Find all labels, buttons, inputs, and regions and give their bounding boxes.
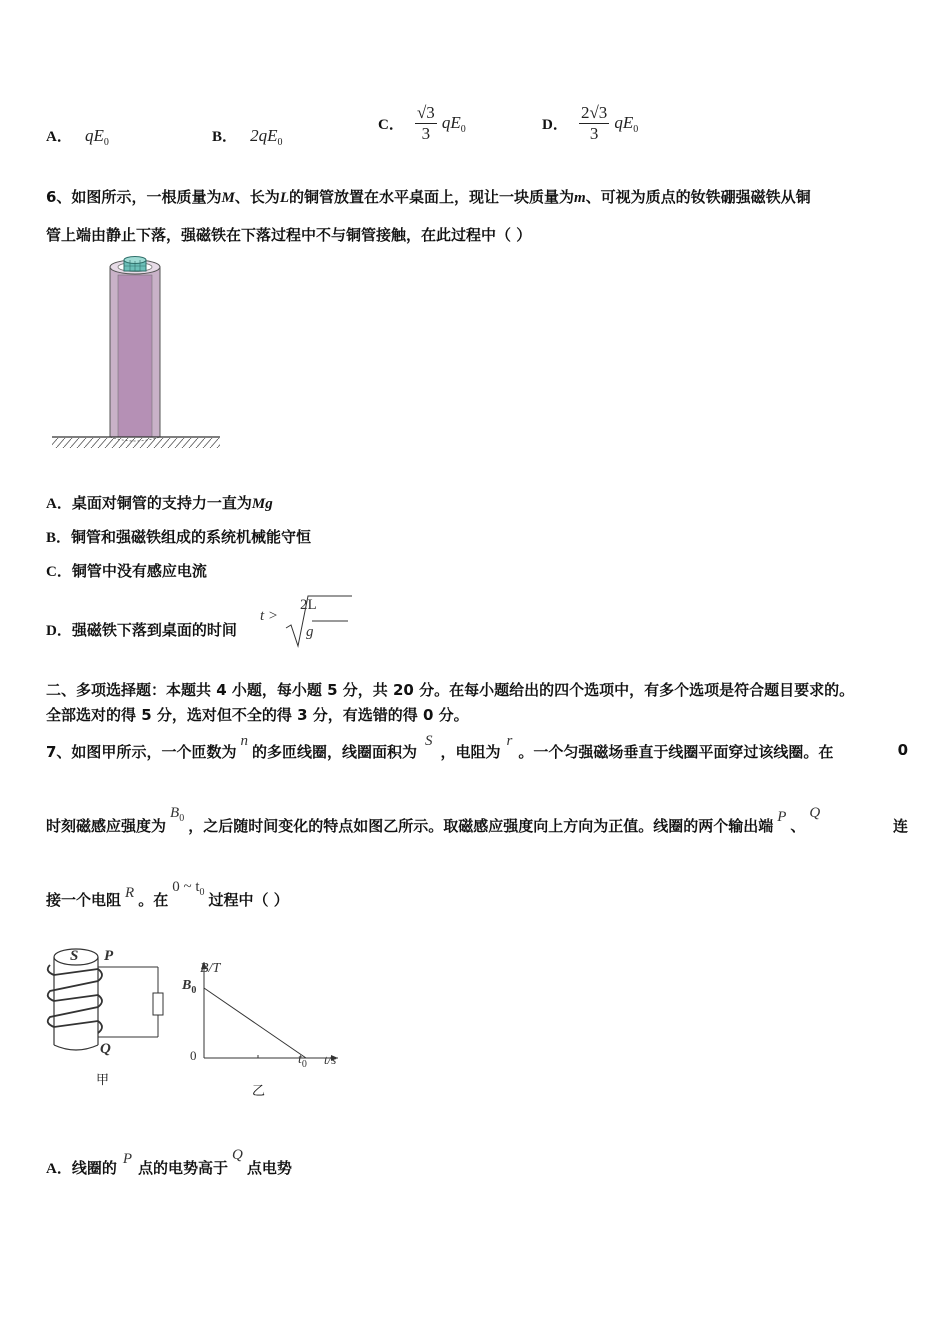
- figure-jia-caption: 甲: [96, 1073, 110, 1088]
- q7-stem-line2: 时刻磁感应强度为$B_0$ ，之后随时间变化的特点如图乙所示。取磁感应强度向上方向为正值。线圈的两个输出端 P 、Q 连: [46, 805, 908, 835]
- t0-label: $t_0$: [298, 1052, 307, 1070]
- q5-option-d: D． $\frac{2√3}{3}$ $qE_0$: [542, 103, 639, 143]
- section2-line1: 二、多项选择题：本题共 4 小题，每小题 5 分，共 20 分。在每小题给出的四个选项中，有多个选项是符合题目要求的。: [46, 681, 855, 699]
- b-line: [204, 988, 306, 1058]
- coil-label-s: S: [70, 948, 79, 964]
- q6-option-b: B．铜管和强磁铁组成的系统机械能守恒: [46, 528, 312, 546]
- coil-label-p: P: [104, 948, 114, 964]
- copper-tube: [110, 260, 160, 441]
- coil-label-q: Q: [100, 1041, 111, 1057]
- q6-option-a: A．桌面对铜管的支持力一直为Mg: [46, 494, 273, 512]
- figure-jia: [40, 945, 180, 1090]
- y-axis-label: B/T: [200, 961, 221, 976]
- sqrt-symbol: [284, 594, 354, 650]
- figure-yi: [178, 958, 348, 1098]
- magnet: [124, 257, 146, 272]
- circuit-wires: [98, 967, 158, 1037]
- q7-option-a: A．线圈的 P 点的电势高于Q点电势: [46, 1147, 292, 1177]
- q6-option-d: D．强磁铁下落到桌面的时间: [46, 621, 237, 639]
- copper-tube-figure: [50, 255, 225, 455]
- q5-option-b: B． $2qE_0$: [212, 126, 283, 148]
- q6-stem-line1: 6、如图所示，一根质量为M、长为L的铜管放置在水平桌面上，现让一块质量为m、可视为质点的钕铁硼强磁铁从铜: [46, 188, 811, 206]
- table-surface: [52, 437, 220, 448]
- origin-label: 0: [190, 1048, 197, 1063]
- q5-option-a: A． $qE_0$: [46, 126, 109, 148]
- x-axis-label: t/s: [324, 1052, 337, 1067]
- q5-option-c: C． $\frac{√3}{3}$ $qE_0$: [378, 103, 466, 143]
- section2-line2: 全部选对的得 5 分，选对但不全的得 3 分，有选错的得 0 分。: [46, 706, 469, 724]
- b0-label: $B_0$: [182, 978, 197, 996]
- q6-option-c: C．铜管中没有感应电流: [46, 562, 207, 580]
- q7-stem-line3: 接一个电阻 R 。在0 ~ $t_0$ 过程中（ ）: [46, 879, 289, 909]
- figure-yi-caption: 乙: [252, 1084, 266, 1099]
- q7-stem-line1: 7、如图甲所示，一个匝数为n的多匝线圈，线圈面积为S，电阻为r。一个匀强磁场垂直于线圈平面穿过该线圈。在 0: [46, 733, 908, 761]
- coil-windings: [48, 965, 102, 1033]
- resistor: [153, 993, 163, 1015]
- q6-stem-line2: 管上端由静止下落，强磁铁在下落过程中不与铜管接触，在此过程中（ ）: [46, 226, 532, 244]
